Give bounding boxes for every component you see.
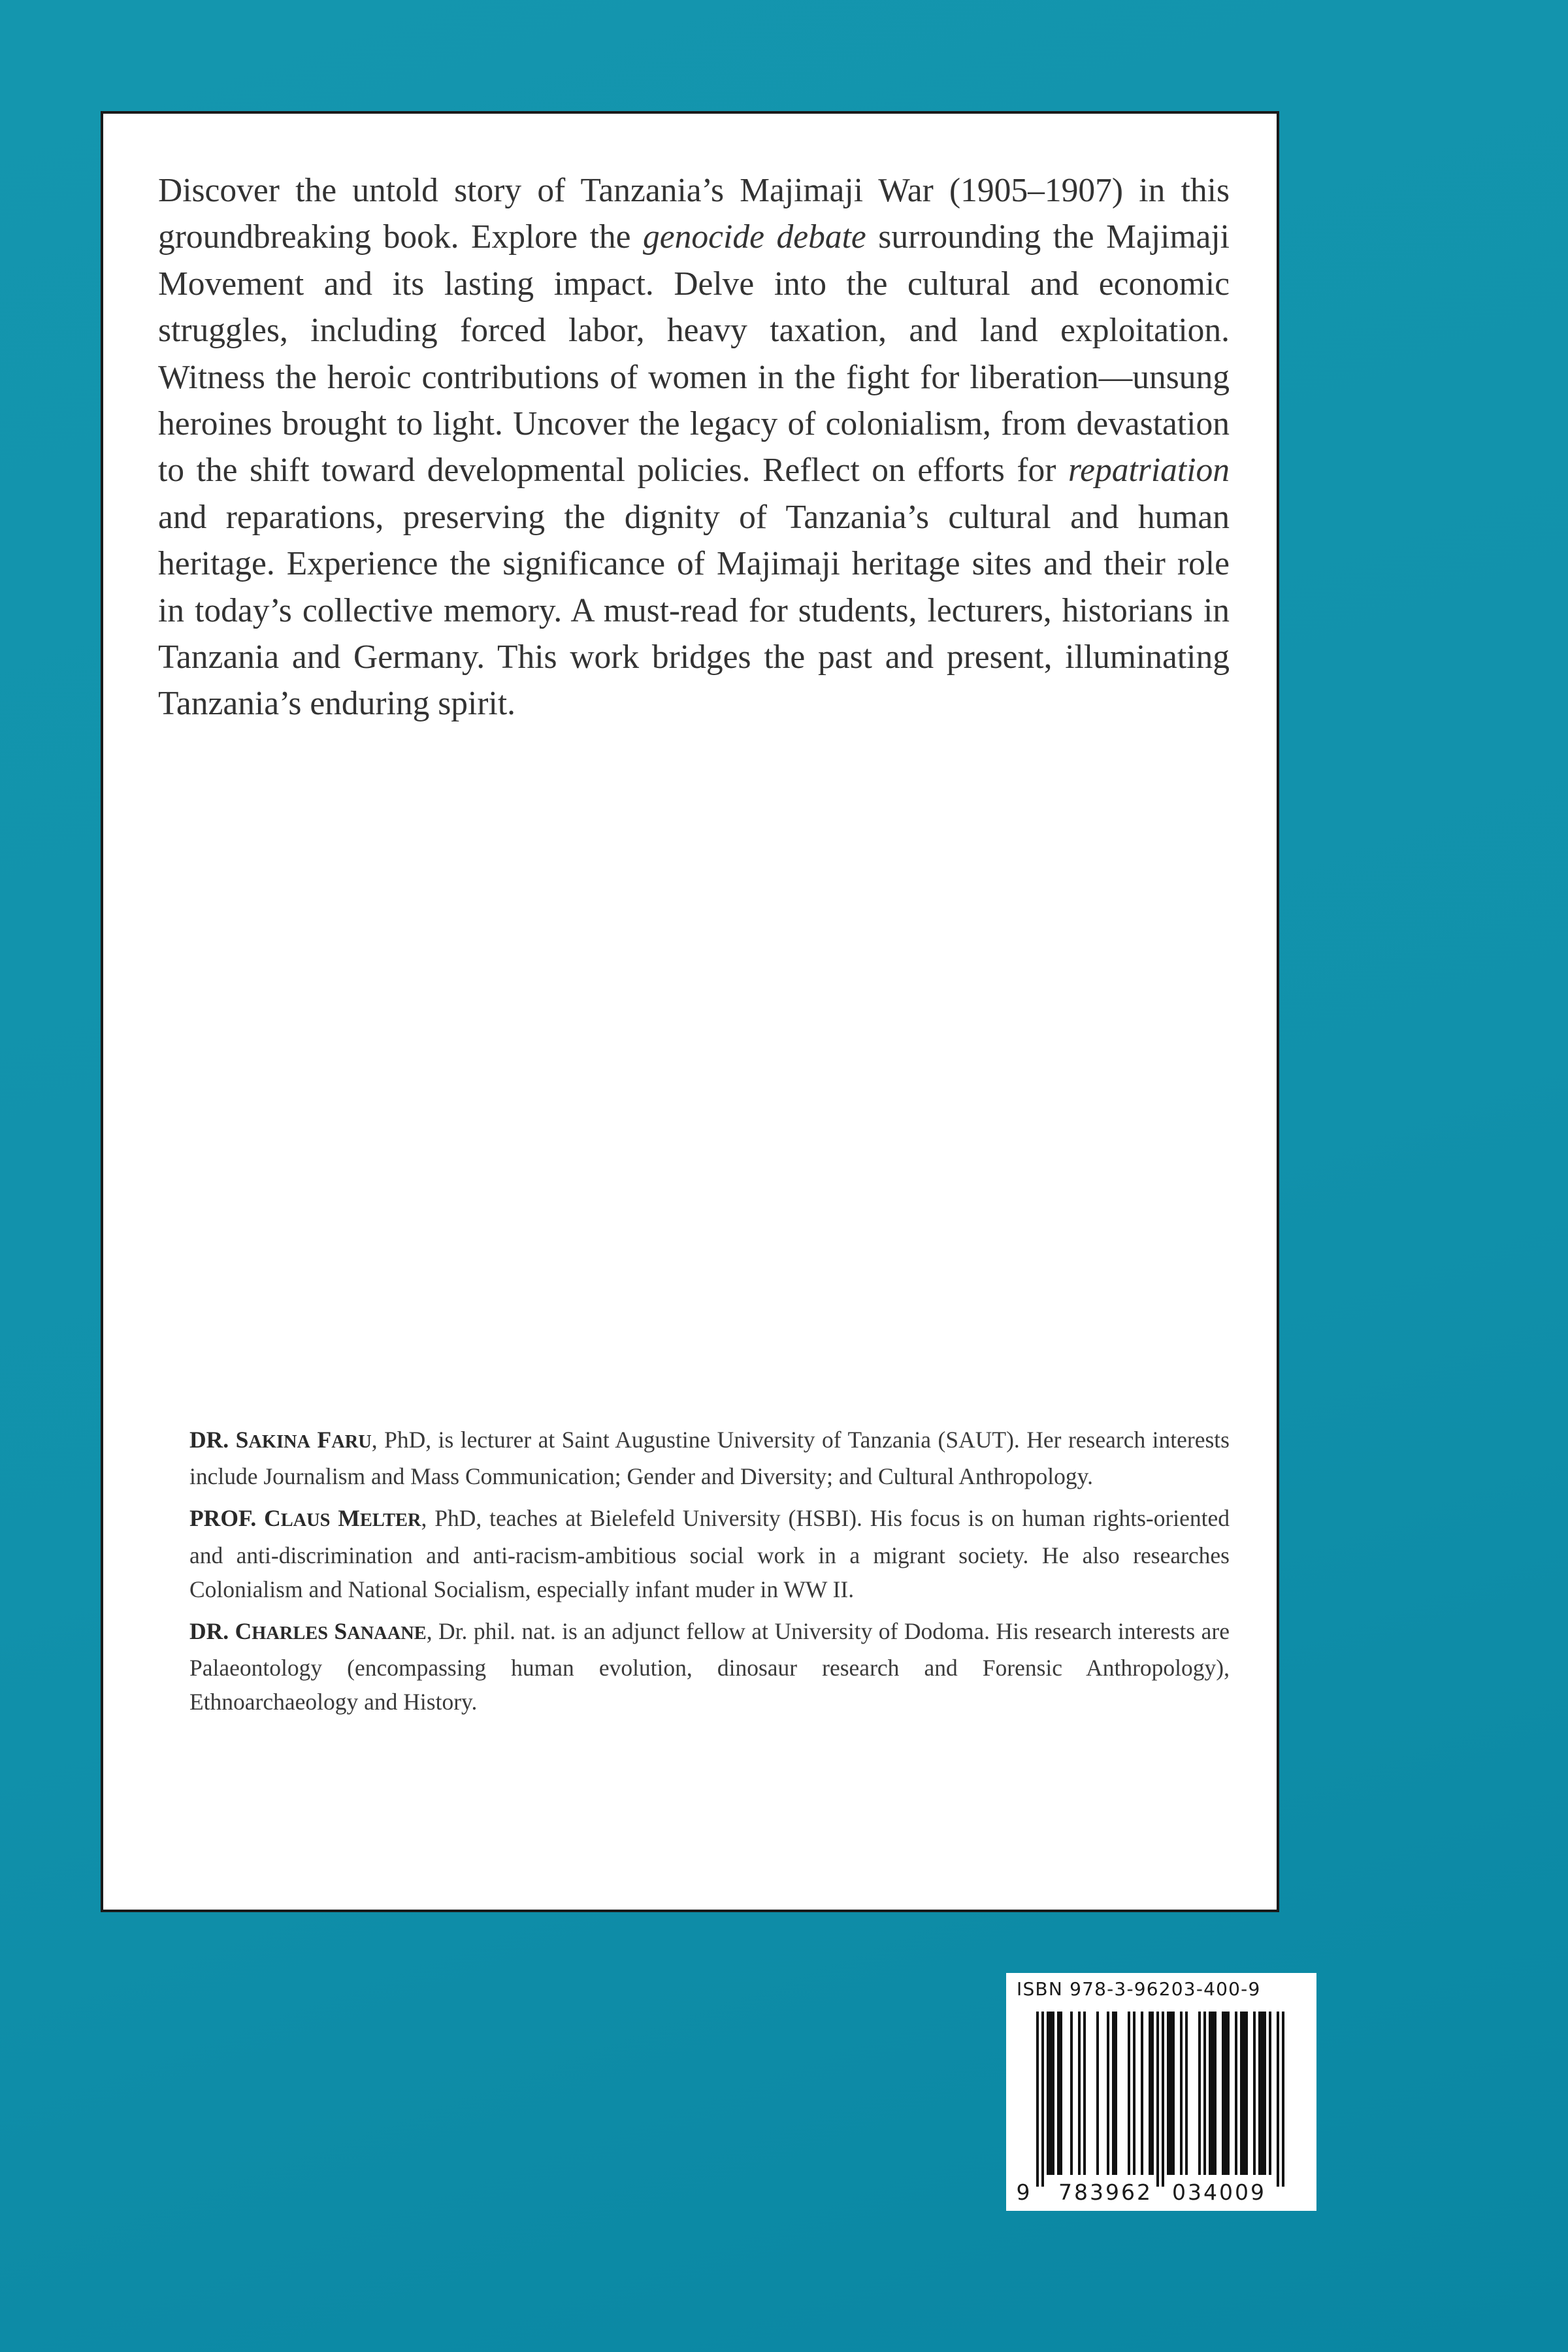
- author-name-part: DR. C: [189, 1618, 252, 1645]
- isbn-barcode-block: [1006, 1973, 1316, 2211]
- author-bio-text: , PhD, is lecturer at Saint Augustine University of Tanzania (SAUT). Her research interests include Journalism and Mass Communication; Gender and Diversity; and Cultural Anthropology.: [189, 1427, 1230, 1490]
- barcode-right-digits: 034009: [1172, 2179, 1266, 2205]
- barcode-bar: [1057, 2012, 1060, 2175]
- author-name-part: ARU: [331, 1432, 372, 1452]
- barcode-bar: [1214, 2012, 1217, 2175]
- description-emphasis-repatriation: repatriation: [1068, 452, 1230, 489]
- barcode-bar: [1052, 2012, 1054, 2175]
- author-name-part: S: [334, 1618, 348, 1645]
- barcode-bar: [1078, 2012, 1081, 2175]
- barcode-bar: [1245, 2012, 1248, 2175]
- barcode-bar: [1203, 2012, 1206, 2175]
- author-bio: [189, 1423, 1230, 1493]
- barcode-bar: [1243, 2012, 1245, 2175]
- barcode-bar: [1227, 2012, 1230, 2175]
- barcode-bar: [1169, 2012, 1172, 2175]
- barcode-bars: [1036, 2012, 1284, 2187]
- barcode-bar: [1269, 2012, 1271, 2175]
- author-name-part: AKINA: [248, 1432, 311, 1452]
- barcode-guard-bar: [1277, 2012, 1279, 2187]
- barcode-bar: [1224, 2012, 1227, 2175]
- barcode-bar: [1235, 2012, 1237, 2175]
- author-name-part: F: [317, 1427, 332, 1453]
- barcode-bar: [1047, 2012, 1049, 2175]
- barcode-bar: [1096, 2012, 1099, 2175]
- barcode-bar: [1258, 2012, 1261, 2175]
- author-name: [189, 1505, 421, 1531]
- barcode-bar: [1240, 2012, 1243, 2175]
- barcode-bar: [1211, 2012, 1214, 2175]
- author-name-part: ANAANE: [347, 1623, 427, 1644]
- barcode-bar: [1141, 2012, 1143, 2175]
- barcode-bar: [1198, 2012, 1201, 2175]
- barcode-bar: [1049, 2012, 1052, 2175]
- barcode-guard-bar: [1162, 2012, 1164, 2187]
- barcode-guard-bar: [1041, 2012, 1044, 2187]
- barcode-bar: [1264, 2012, 1266, 2175]
- barcode-bar: [1209, 2012, 1211, 2175]
- barcode-bar: [1253, 2012, 1256, 2175]
- author-bio-text: , PhD, teaches at Bielefeld University (HSBI). His focus is on human rights-oriented and anti-discrimination and anti-racism-ambitious social work in a migrant society. He also researches Colonialism and National Socialism, especially infant muder in WW II.: [189, 1505, 1230, 1602]
- barcode-left-digits: 783962: [1058, 2179, 1152, 2205]
- author-bio: [189, 1501, 1230, 1606]
- description-text-3: and reparations, preserving the dignity of Tanzania’s cultural and human heritage. Experience the significance of Majimaji heritage sites and their role in today’s collective memory. A must-read for students, lecturers, historians in Tanzania and Germany. This work bridges the past and present, illuminating Tanzania’s enduring spirit.: [158, 498, 1230, 723]
- description-emphasis-genocide-debate: genocide debate: [643, 218, 866, 256]
- author-name-part: PROF. C: [189, 1505, 281, 1532]
- barcode-bar: [1261, 2012, 1264, 2175]
- barcode-bar: [1128, 2012, 1130, 2175]
- author-bio: [189, 1614, 1230, 1719]
- barcode-bar: [1222, 2012, 1224, 2175]
- barcode-bar: [1115, 2012, 1117, 2175]
- barcode-bar: [1172, 2012, 1175, 2175]
- barcode-graphic: [1006, 2009, 1316, 2205]
- barcode-bar: [1112, 2012, 1115, 2175]
- author-name: [189, 1427, 372, 1453]
- barcode-bar: [1083, 2012, 1086, 2175]
- barcode-bar: [1185, 2012, 1188, 2175]
- barcode-guard-bar: [1282, 2012, 1284, 2187]
- author-name-part: HARLES: [252, 1623, 329, 1644]
- author-bio-text: , Dr. phil. nat. is an adjunct fellow at University of Dodoma. His research interests are Palaeontology (encompassing human evolution, dinosaur research and Forensic Anthropology), Ethnoarchaeology and History.: [189, 1618, 1230, 1715]
- isbn-label: ISBN 978-3-96203-400-9: [1017, 1978, 1261, 2000]
- barcode-guard-bar: [1036, 2012, 1039, 2187]
- book-description: [158, 167, 1230, 727]
- author-name-part: ELTER: [359, 1510, 421, 1531]
- author-name-part: DR. S: [189, 1427, 249, 1453]
- author-name-part: M: [338, 1505, 360, 1532]
- back-cover-panel: [101, 111, 1279, 1912]
- barcode-bar: [1149, 2012, 1151, 2175]
- author-name-part: LAUS: [280, 1510, 331, 1531]
- barcode-bar: [1060, 2012, 1062, 2175]
- author-bios: [189, 1423, 1230, 1727]
- description-text-1: Discover the untold story of Tanzania’s Majimaji War (1905–1907) in this groundbreaking book. Explore the: [158, 172, 1230, 256]
- barcode-bar: [1167, 2012, 1169, 2175]
- description-text-2: surrounding the Majimaji Movement and its lasting impact. Delve into the cultural and economic struggles, including forced labor, heavy taxation, and land exploitation. Witness the heroic contributions of women in the fight for liberation—unsung heroines brought to light. Uncover the legacy of colonialism, from devastation to the shift toward developmental policies. Reflect on efforts for: [158, 218, 1230, 489]
- barcode-bar: [1133, 2012, 1135, 2175]
- barcode-bar: [1180, 2012, 1183, 2175]
- barcode-guard-bar: [1156, 2012, 1159, 2187]
- barcode-lead-digit: 9: [1016, 2179, 1030, 2205]
- barcode-bar: [1070, 2012, 1073, 2175]
- barcode-bar: [1151, 2012, 1154, 2175]
- author-name: [189, 1618, 427, 1644]
- barcode-bar: [1107, 2012, 1109, 2175]
